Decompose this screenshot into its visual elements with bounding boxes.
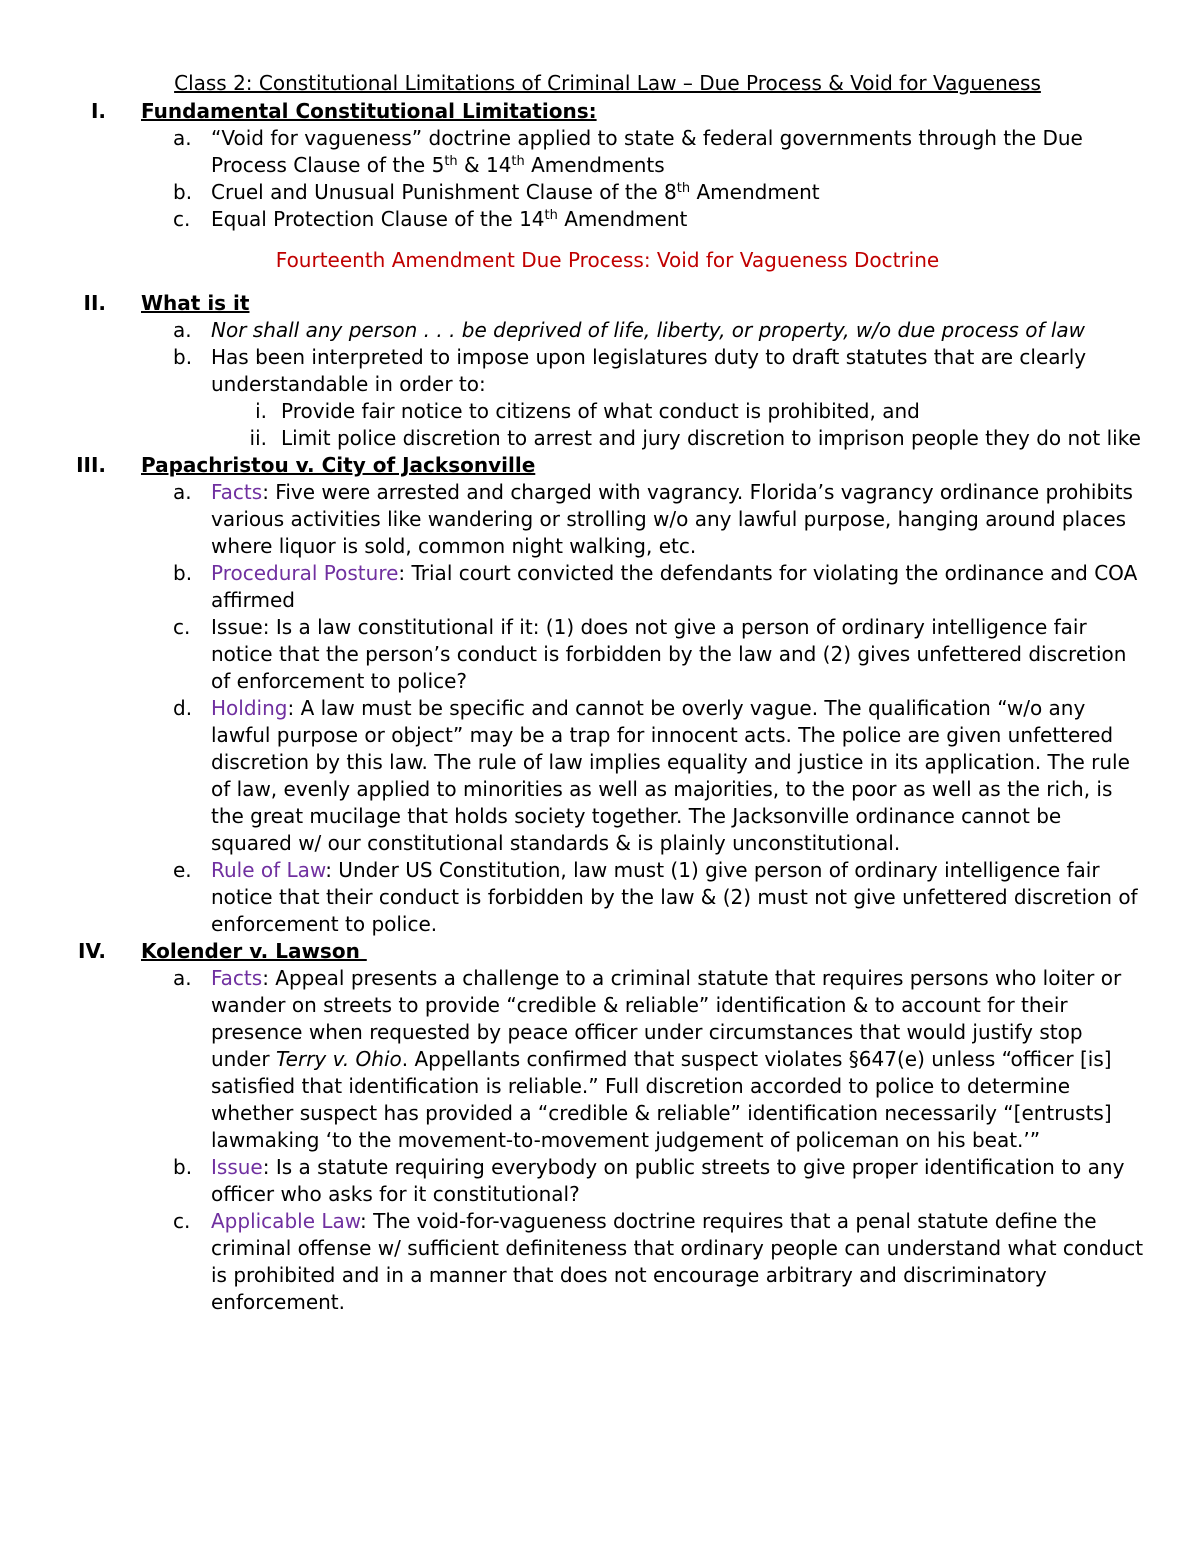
item-text: Cruel and Unusual Punishment Clause of the 8 (211, 180, 677, 204)
case-name: Terry v. Ohio (275, 1047, 402, 1071)
item-text: & 14 (457, 153, 512, 177)
item-tag: Issue (211, 1155, 263, 1179)
item-tag: Facts (211, 966, 263, 990)
item-tag: Applicable Law (211, 1209, 361, 1233)
list-item (141, 560, 1145, 614)
item-label: b. (173, 1155, 193, 1179)
section-1 (70, 98, 1145, 233)
section-number: III. (76, 453, 106, 477)
list-item (141, 317, 1145, 344)
list-item (141, 206, 1145, 233)
item-text: Nor shall any person . . . be deprived of life, liberty, or property, w/o due process of law (211, 318, 1086, 342)
list-item (141, 965, 1145, 1154)
item-text: . Appellants confirmed that suspect violates §647(e) unless “officer [is] satisfied that identification is reliable.” Full discretion accorded to police to determine whether suspect has provided a “credible & reliable” identification necessarily “[entrusts] lawmaking ‘to the movement-to-movement judgement of policeman on his beat.’” (211, 1047, 1112, 1152)
section-2 (70, 290, 1145, 452)
item-text: Amendment (690, 180, 820, 204)
section-number: II. (83, 291, 106, 315)
section-title: Papachristou v. City of Jacksonville (141, 453, 536, 477)
section-title: Fundamental Constitutional Limitations: (141, 99, 597, 123)
superscript: th (511, 154, 525, 169)
item-label: b. (173, 561, 193, 585)
item-label: c. (173, 1209, 191, 1233)
list-item (141, 479, 1145, 560)
item-label: d. (173, 696, 193, 720)
section-number: I. (90, 99, 106, 123)
list-item (141, 125, 1145, 179)
item-text: : The void-for-vagueness doctrine requires that a penal statute define the criminal offense w/ sufficient definiteness that ordinary people can understand what conduct is prohibited and in a manner that does not encourage arbitrary and discriminatory enforcement. (211, 1209, 1144, 1314)
item-label: a. (173, 318, 192, 342)
item-tag: Procedural Posture (211, 561, 399, 585)
item-label: e. (173, 858, 192, 882)
item-label: a. (173, 480, 192, 504)
sub-item-text: Provide fair notice to citizens of what conduct is prohibited, and (281, 399, 920, 423)
item-text: : A law must be specific and cannot be overly vague. The qualification “w/o any lawful purpose or object” may be a trap for innocent acts. The police are given unfettered discretion by this law. The rule of law implies equality and justice in its application. The rule of law, evenly applied to minorities as well as majorities, to the poor as well as the rich, is the great mucilage that holds society together. The Jacksonville ordinance cannot be squared w/ our constitutional standards & is plainly unconstitutional. (211, 696, 1130, 855)
superscript: th (676, 181, 691, 196)
superscript: th (544, 208, 558, 223)
section-3 (70, 452, 1145, 938)
list-item (141, 344, 1145, 452)
item-text: : Five were arrested and charged with vagrancy. Florida’s vagrancy ordinance prohibits various activities like wandering or strolling w/o any lawful purpose, hanging around places where liquor is sold, common night walking, etc. (211, 480, 1133, 558)
item-label: b. (173, 180, 193, 204)
red-heading: Fourteenth Amendment Due Process: Void for Vagueness Doctrine (275, 248, 940, 272)
item-text: : Under US Constitution, law must (1) give person of ordinary intelligence fair notice that their conduct is forbidden by the law & (2) must not give unfettered discretion of enforcement to police. (211, 858, 1138, 936)
item-label: c. (173, 615, 191, 639)
item-text: Has been interpreted to impose upon legislatures duty to draft statutes that are clearly understandable in order to: (211, 345, 1087, 396)
item-label: a. (173, 966, 192, 990)
item-text: Amendments (524, 153, 665, 177)
page-title: Class 2: Constitutional Limitations of Criminal Law – Due Process & Void for Vagueness (174, 71, 1041, 95)
sub-item-label: ii. (249, 426, 267, 450)
item-text: : Is a statute requiring everybody on public streets to give proper identification to any officer who asks for it constitutional? (211, 1155, 1125, 1206)
item-text: : Trial court convicted the defendants for violating the ordinance and COA affirmed (211, 561, 1138, 612)
item-text: Equal Protection Clause of the 14 (211, 207, 545, 231)
item-text: : Appeal presents a challenge to a criminal statute that requires persons who loiter or wander on streets to provide “credible & reliable” identification & to account for their presence when requested by peace officer under circumstances that would justify stop under (211, 966, 1122, 1071)
sub-item (211, 425, 1145, 452)
sub-item-text: Limit police discretion to arrest and jury discretion to imprison people they do not like (281, 426, 1141, 450)
item-label: b. (173, 345, 193, 369)
item-tag: Holding (211, 696, 288, 720)
item-tag: Rule of Law (211, 858, 326, 882)
document-page (70, 68, 1145, 1316)
list-item (141, 179, 1145, 206)
list-item (141, 1154, 1145, 1208)
list-item (141, 695, 1145, 857)
section-number: IV. (78, 939, 106, 963)
superscript: th (444, 154, 458, 169)
section-4 (70, 938, 1145, 1316)
sub-item (211, 398, 1145, 425)
list-item (141, 857, 1145, 938)
item-text: Issue: Is a law constitutional if it: (1) does not give a person of ordinary intelligence fair notice that the person’s conduct is forbidden by the law and (2) gives unfettered discretion of enforcement to police? (211, 615, 1127, 693)
sub-item-label: i. (255, 399, 267, 423)
section-title: Kolender v. Lawson (141, 939, 367, 963)
item-label: c. (173, 207, 191, 231)
list-item (141, 614, 1145, 695)
item-tag: Facts (211, 480, 263, 504)
item-label: a. (173, 126, 192, 150)
section-title: What is it (141, 291, 250, 315)
item-text: “Void for vagueness” doctrine applied to state & federal governments through the Due Process Clause of the 5 (211, 126, 1083, 177)
item-text: Amendment (557, 207, 688, 231)
list-item (141, 1208, 1145, 1316)
